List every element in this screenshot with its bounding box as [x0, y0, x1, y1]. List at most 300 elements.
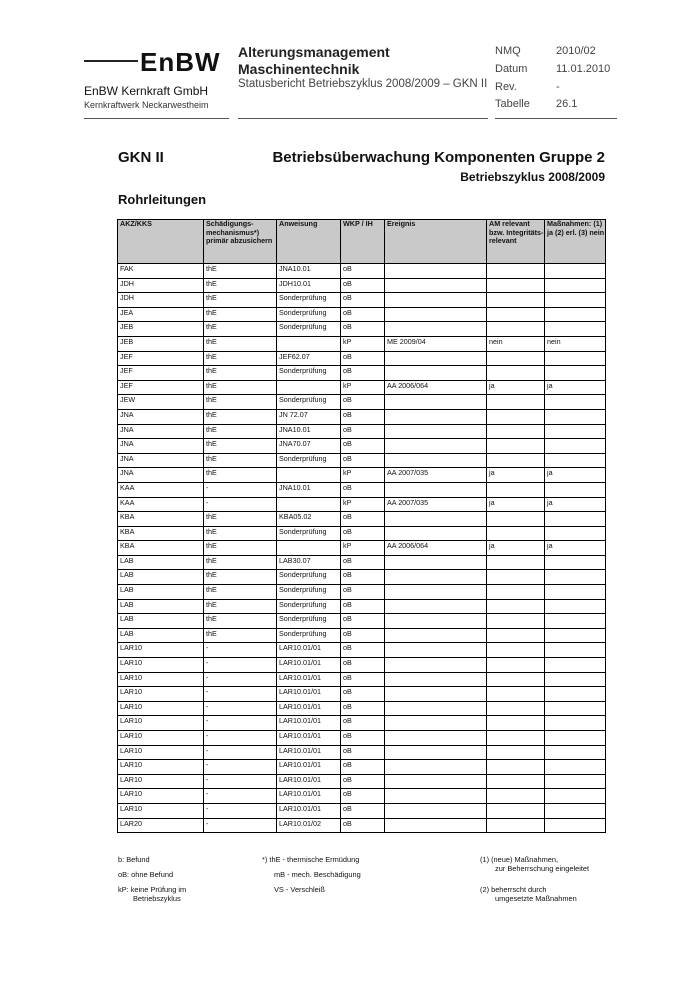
cell-measures — [545, 351, 606, 366]
table-row — [118, 803, 606, 818]
cell-akz: LAR10 — [118, 760, 204, 775]
cell-measures — [545, 366, 606, 381]
cell-event — [385, 439, 487, 454]
cell-event: AA 2006/064 — [385, 380, 487, 395]
cell-measures — [545, 526, 606, 541]
cell-akz: JNA — [118, 409, 204, 424]
cell-measures: ja — [545, 497, 606, 512]
cell-measures — [545, 264, 606, 279]
cell-instruction: LAR10.01/01 — [277, 687, 341, 702]
cell-event — [385, 760, 487, 775]
cell-instruction: Sonderprüfung — [277, 628, 341, 643]
cell-wkp: oB — [341, 687, 385, 702]
footnote-measure-1-cont: zur Beherrschung eingeleitet — [495, 864, 590, 873]
col-header-wkp: WKP / IH — [341, 220, 385, 264]
cell-instruction: Sonderprüfung — [277, 599, 341, 614]
cell-akz: LAR10 — [118, 745, 204, 760]
table-row — [118, 614, 606, 629]
cell-akz: JNA — [118, 424, 204, 439]
cell-am-relevant — [487, 614, 545, 629]
cell-measures — [545, 599, 606, 614]
cell-event — [385, 745, 487, 760]
table-row — [118, 307, 606, 322]
table-row — [118, 585, 606, 600]
cell-akz: LAR10 — [118, 687, 204, 702]
meta-value-rev: - — [556, 81, 560, 93]
table-row — [118, 482, 606, 497]
table-row — [118, 526, 606, 541]
col-header-akz: AKZ/KKS — [118, 220, 204, 264]
meta-key-datum: Datum — [495, 63, 528, 75]
cell-wkp: oB — [341, 351, 385, 366]
header-subtitle: Statusbericht Betriebszyklus 2008/2009 – GKN II — [238, 78, 488, 90]
cell-wkp: oB — [341, 774, 385, 789]
footnote-measure-2-cont: umgesetzte Maßnahmen — [495, 894, 577, 903]
cell-akz: LAB — [118, 585, 204, 600]
cell-instruction: LAR10.01/01 — [277, 760, 341, 775]
cell-am-relevant: nein — [487, 336, 545, 351]
cell-event: AA 2007/035 — [385, 497, 487, 512]
cell-event: AA 2007/035 — [385, 468, 487, 483]
cell-am-relevant — [487, 278, 545, 293]
footnote-betriebszyklus: Betriebszyklus — [133, 894, 181, 903]
cell-event — [385, 803, 487, 818]
cell-am-relevant — [487, 672, 545, 687]
cell-mechanism: thE — [204, 439, 277, 454]
table-row — [118, 278, 606, 293]
cell-am-relevant — [487, 599, 545, 614]
cell-instruction: LAR10.01/01 — [277, 745, 341, 760]
footnote-ohne-befund: oB: ohne Befund — [118, 870, 174, 879]
cell-event — [385, 628, 487, 643]
cell-instruction — [277, 541, 341, 556]
cell-measures — [545, 760, 606, 775]
cell-mechanism: thE — [204, 322, 277, 337]
cell-wkp: oB — [341, 322, 385, 337]
cell-am-relevant — [487, 526, 545, 541]
table-row — [118, 628, 606, 643]
cell-am-relevant — [487, 701, 545, 716]
table-row — [118, 293, 606, 308]
cell-wkp: oB — [341, 818, 385, 833]
cell-instruction: JNA10.01 — [277, 482, 341, 497]
cell-instruction: LAR10.01/01 — [277, 658, 341, 673]
cell-wkp: oB — [341, 555, 385, 570]
cell-akz: JEF — [118, 380, 204, 395]
cell-instruction — [277, 336, 341, 351]
table-row — [118, 599, 606, 614]
cell-am-relevant — [487, 512, 545, 527]
cell-am-relevant — [487, 803, 545, 818]
cell-am-relevant — [487, 731, 545, 746]
table-row — [118, 774, 606, 789]
cell-wkp: oB — [341, 716, 385, 731]
cell-am-relevant — [487, 395, 545, 410]
cell-akz: JEA — [118, 307, 204, 322]
cell-measures — [545, 395, 606, 410]
table-row — [118, 687, 606, 702]
cell-akz: LAR10 — [118, 789, 204, 804]
cell-measures — [545, 774, 606, 789]
cell-wkp: oB — [341, 453, 385, 468]
cell-am-relevant — [487, 424, 545, 439]
cell-akz: LAR10 — [118, 701, 204, 716]
header-title-line2: Maschinentechnik — [238, 61, 360, 77]
cell-instruction: LAR10.01/01 — [277, 672, 341, 687]
cell-measures — [545, 818, 606, 833]
cell-event: AA 2006/064 — [385, 541, 487, 556]
cell-wkp: oB — [341, 409, 385, 424]
cell-instruction — [277, 380, 341, 395]
cell-am-relevant — [487, 439, 545, 454]
cell-mechanism: thE — [204, 614, 277, 629]
cell-mechanism: - — [204, 818, 277, 833]
document-title: Betriebsüberwachung Komponenten Gruppe 2 — [272, 149, 605, 166]
cell-measures — [545, 424, 606, 439]
cell-am-relevant — [487, 658, 545, 673]
cell-event — [385, 818, 487, 833]
header-title-line1: Alterungsmanagement — [238, 44, 390, 60]
cell-mechanism: thE — [204, 468, 277, 483]
cell-akz: KBA — [118, 512, 204, 527]
cell-event — [385, 322, 487, 337]
cell-am-relevant — [487, 555, 545, 570]
cell-am-relevant — [487, 351, 545, 366]
cell-event — [385, 599, 487, 614]
col-header-instruction: Anweisung — [277, 220, 341, 264]
cell-mechanism: - — [204, 497, 277, 512]
cell-instruction: LAR10.01/01 — [277, 716, 341, 731]
cell-event — [385, 672, 487, 687]
table-row — [118, 789, 606, 804]
table-row — [118, 760, 606, 775]
cell-event — [385, 307, 487, 322]
table-row — [118, 512, 606, 527]
meta-value-nmq: 2010/02 — [556, 45, 596, 57]
cell-event — [385, 293, 487, 308]
cell-am-relevant — [487, 307, 545, 322]
cell-measures: ja — [545, 468, 606, 483]
cell-measures — [545, 439, 606, 454]
cell-measures — [545, 453, 606, 468]
cell-event — [385, 453, 487, 468]
cell-instruction: Sonderprüfung — [277, 453, 341, 468]
cell-measures — [545, 293, 606, 308]
cell-mechanism: thE — [204, 628, 277, 643]
cell-wkp: kP — [341, 497, 385, 512]
cell-instruction: Sonderprüfung — [277, 307, 341, 322]
table-row — [118, 643, 606, 658]
cell-am-relevant — [487, 570, 545, 585]
table-row — [118, 658, 606, 673]
cell-mechanism: - — [204, 745, 277, 760]
cell-mechanism: thE — [204, 570, 277, 585]
cell-measures — [545, 482, 606, 497]
cell-instruction: Sonderprüfung — [277, 366, 341, 381]
cell-akz: KBA — [118, 541, 204, 556]
cell-wkp: kP — [341, 468, 385, 483]
cell-measures — [545, 570, 606, 585]
cell-akz: JDH — [118, 278, 204, 293]
cell-instruction: JNA10.01 — [277, 264, 341, 279]
cell-akz: KBA — [118, 526, 204, 541]
cell-akz: JEF — [118, 366, 204, 381]
cell-wkp: oB — [341, 760, 385, 775]
cell-event — [385, 526, 487, 541]
cell-am-relevant — [487, 716, 545, 731]
cell-akz: LAB — [118, 628, 204, 643]
cell-instruction — [277, 468, 341, 483]
cell-akz: LAR10 — [118, 731, 204, 746]
cell-instruction: LAR10.01/01 — [277, 731, 341, 746]
table-row — [118, 468, 606, 483]
cell-wkp: oB — [341, 395, 385, 410]
cell-akz: LAB — [118, 570, 204, 585]
logo-line — [84, 60, 138, 62]
cell-am-relevant: ja — [487, 541, 545, 556]
cell-measures: ja — [545, 380, 606, 395]
cell-event — [385, 512, 487, 527]
cell-mechanism: thE — [204, 541, 277, 556]
cell-am-relevant — [487, 760, 545, 775]
cell-akz: LAR20 — [118, 818, 204, 833]
cell-am-relevant — [487, 745, 545, 760]
cell-wkp: oB — [341, 731, 385, 746]
cell-event — [385, 351, 487, 366]
cell-am-relevant — [487, 482, 545, 497]
meta-value-datum: 11.01.2010 — [556, 63, 611, 75]
cell-measures — [545, 278, 606, 293]
cell-am-relevant — [487, 774, 545, 789]
cell-mechanism: thE — [204, 278, 277, 293]
cell-wkp: kP — [341, 336, 385, 351]
cell-event — [385, 658, 487, 673]
table-row — [118, 395, 606, 410]
footnote-the: *) thE - thermische Ermüdung — [262, 855, 360, 864]
cell-mechanism: thE — [204, 293, 277, 308]
cell-mechanism: - — [204, 789, 277, 804]
table-row — [118, 716, 606, 731]
cell-am-relevant — [487, 585, 545, 600]
footnote-befund: b: Befund — [118, 855, 150, 864]
cell-instruction: LAR10.01/01 — [277, 643, 341, 658]
table-row — [118, 351, 606, 366]
table-header-row — [118, 220, 606, 264]
components-table — [117, 219, 606, 833]
cell-akz: FAK — [118, 264, 204, 279]
cell-akz: KAA — [118, 497, 204, 512]
cell-akz: LAR10 — [118, 658, 204, 673]
cell-akz: JNA — [118, 439, 204, 454]
table-body — [118, 264, 606, 833]
table-row — [118, 264, 606, 279]
document-cycle: Betriebszyklus 2008/2009 — [460, 170, 605, 184]
table-row — [118, 731, 606, 746]
cell-mechanism: thE — [204, 453, 277, 468]
cell-mechanism: - — [204, 701, 277, 716]
unit-label: GKN II — [118, 149, 164, 166]
table-row — [118, 570, 606, 585]
cell-am-relevant — [487, 818, 545, 833]
col-header-event: Ereignis — [385, 220, 487, 264]
cell-measures — [545, 745, 606, 760]
cell-wkp: oB — [341, 658, 385, 673]
cell-event — [385, 585, 487, 600]
cell-wkp: oB — [341, 293, 385, 308]
cell-event — [385, 643, 487, 658]
cell-instruction: Sonderprüfung — [277, 585, 341, 600]
cell-akz: LAR10 — [118, 672, 204, 687]
cell-mechanism: thE — [204, 380, 277, 395]
cell-akz: JEB — [118, 322, 204, 337]
cell-instruction: KBA05.02 — [277, 512, 341, 527]
footnote-keine-pruefung: kP: keine Prüfung im — [118, 885, 187, 894]
cell-event — [385, 409, 487, 424]
cell-mechanism: - — [204, 760, 277, 775]
cell-wkp: kP — [341, 541, 385, 556]
plant-name: Kernkraftwerk Neckarwestheim — [84, 100, 209, 110]
cell-am-relevant — [487, 322, 545, 337]
cell-am-relevant — [487, 687, 545, 702]
cell-measures — [545, 307, 606, 322]
cell-mechanism: - — [204, 672, 277, 687]
cell-event — [385, 570, 487, 585]
cell-am-relevant — [487, 628, 545, 643]
cell-measures — [545, 803, 606, 818]
cell-event — [385, 366, 487, 381]
cell-mechanism: - — [204, 774, 277, 789]
cell-am-relevant — [487, 789, 545, 804]
cell-measures — [545, 687, 606, 702]
table-row — [118, 366, 606, 381]
cell-mechanism: thE — [204, 555, 277, 570]
cell-measures — [545, 555, 606, 570]
cell-instruction: JN 72.07 — [277, 409, 341, 424]
cell-wkp: oB — [341, 278, 385, 293]
cell-mechanism: thE — [204, 409, 277, 424]
cell-wkp: oB — [341, 745, 385, 760]
cell-akz: LAB — [118, 614, 204, 629]
cell-wkp: oB — [341, 264, 385, 279]
cell-akz: LAR10 — [118, 774, 204, 789]
table-row — [118, 439, 606, 454]
cell-measures — [545, 672, 606, 687]
cell-akz: LAR10 — [118, 803, 204, 818]
cell-wkp: oB — [341, 701, 385, 716]
cell-mechanism: thE — [204, 526, 277, 541]
cell-event — [385, 774, 487, 789]
table-row — [118, 322, 606, 337]
table-row — [118, 672, 606, 687]
cell-instruction: LAR10.01/01 — [277, 701, 341, 716]
cell-event — [385, 789, 487, 804]
cell-instruction: LAB30.07 — [277, 555, 341, 570]
cell-mechanism: thE — [204, 366, 277, 381]
table-row — [118, 453, 606, 468]
cell-wkp: oB — [341, 307, 385, 322]
cell-am-relevant — [487, 643, 545, 658]
table-row — [118, 701, 606, 716]
cell-am-relevant: ja — [487, 380, 545, 395]
cell-measures: ja — [545, 541, 606, 556]
cell-measures — [545, 614, 606, 629]
cell-instruction: JNA10.01 — [277, 424, 341, 439]
cell-mechanism: - — [204, 803, 277, 818]
meta-key-tabelle: Tabelle — [495, 98, 530, 110]
cell-instruction: LAR10.01/02 — [277, 818, 341, 833]
cell-am-relevant — [487, 453, 545, 468]
cell-event — [385, 424, 487, 439]
table-row — [118, 541, 606, 556]
cell-instruction: JDH10.01 — [277, 278, 341, 293]
header-rule-left — [84, 118, 229, 119]
cell-mechanism: - — [204, 731, 277, 746]
cell-event — [385, 614, 487, 629]
table-row — [118, 336, 606, 351]
cell-event — [385, 731, 487, 746]
header-rule-right — [495, 118, 617, 119]
cell-mechanism: thE — [204, 599, 277, 614]
cell-akz: JEF — [118, 351, 204, 366]
cell-mechanism: thE — [204, 351, 277, 366]
cell-akz: JNA — [118, 453, 204, 468]
cell-wkp: oB — [341, 482, 385, 497]
cell-wkp: oB — [341, 643, 385, 658]
cell-mechanism: thE — [204, 395, 277, 410]
cell-am-relevant: ja — [487, 497, 545, 512]
cell-instruction: Sonderprüfung — [277, 322, 341, 337]
cell-event — [385, 687, 487, 702]
cell-akz: JNA — [118, 468, 204, 483]
cell-instruction: Sonderprüfung — [277, 570, 341, 585]
enbw-logo: EnBW — [140, 47, 221, 77]
col-header-measures: Maßnahmen: (1) ja (2) erl. (3) nein — [545, 220, 606, 264]
cell-wkp: oB — [341, 570, 385, 585]
cell-am-relevant — [487, 409, 545, 424]
cell-event — [385, 716, 487, 731]
cell-instruction — [277, 497, 341, 512]
cell-instruction: JNA70.07 — [277, 439, 341, 454]
cell-measures — [545, 628, 606, 643]
meta-value-tabelle: 26.1 — [556, 98, 578, 110]
cell-measures — [545, 643, 606, 658]
cell-instruction: Sonderprüfung — [277, 395, 341, 410]
cell-mechanism: thE — [204, 264, 277, 279]
cell-akz: KAA — [118, 482, 204, 497]
cell-wkp: oB — [341, 599, 385, 614]
cell-event — [385, 555, 487, 570]
cell-event: ME 2009/04 — [385, 336, 487, 351]
table-row — [118, 380, 606, 395]
meta-key-nmq: NMQ — [495, 45, 521, 57]
cell-instruction: Sonderprüfung — [277, 614, 341, 629]
table-row — [118, 745, 606, 760]
cell-measures — [545, 701, 606, 716]
cell-measures — [545, 409, 606, 424]
cell-wkp: kP — [341, 380, 385, 395]
cell-wkp: oB — [341, 672, 385, 687]
cell-wkp: oB — [341, 512, 385, 527]
cell-am-relevant — [487, 293, 545, 308]
cell-mechanism: - — [204, 482, 277, 497]
cell-akz: LAB — [118, 599, 204, 614]
cell-measures — [545, 731, 606, 746]
cell-akz: JDH — [118, 293, 204, 308]
cell-wkp: oB — [341, 526, 385, 541]
cell-instruction: JEF62.07 — [277, 351, 341, 366]
col-header-mechanism: Schädigungs-mechanismus*) primär abzusichern — [204, 220, 277, 264]
cell-wkp: oB — [341, 628, 385, 643]
